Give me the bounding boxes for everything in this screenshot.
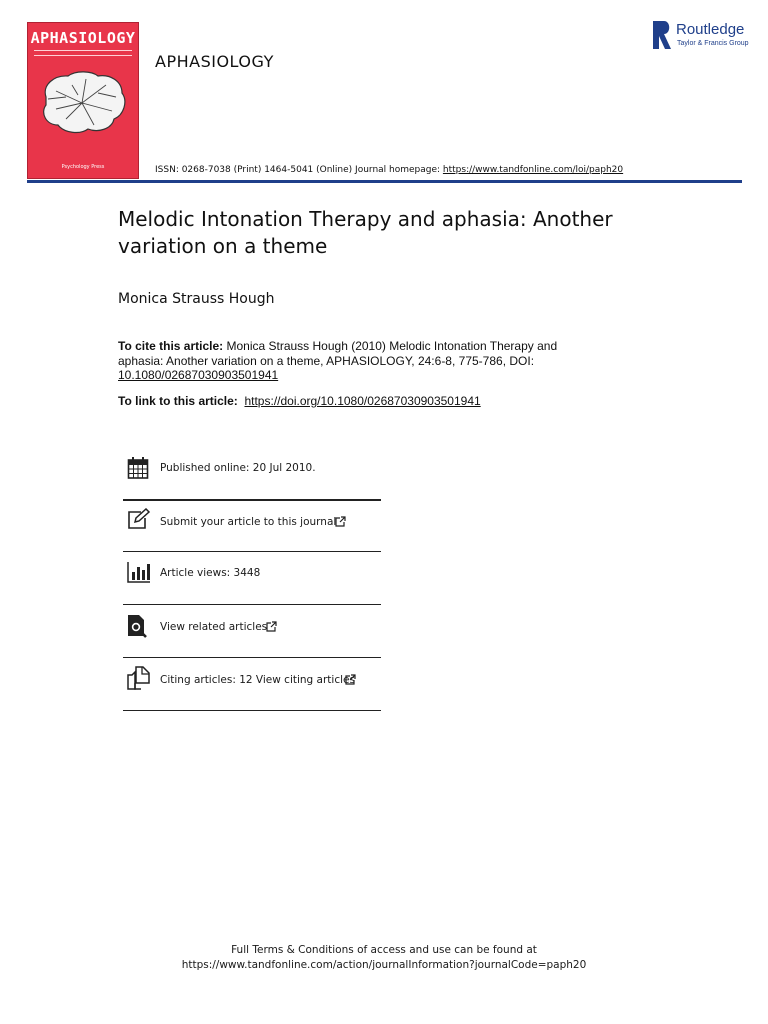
article-title: Melodic Intonation Therapy and aphasia: Another variation on a theme bbox=[118, 207, 613, 258]
journal-homepage-link[interactable]: https://www.tandfonline.com/loi/paph20 bbox=[442, 165, 624, 175]
citation-block bbox=[118, 339, 588, 383]
article-views-row bbox=[123, 560, 381, 590]
article-author: Monica Strauss Hough bbox=[118, 291, 275, 307]
info-divider bbox=[123, 499, 381, 501]
info-divider bbox=[123, 604, 381, 605]
citing-articles-row[interactable] bbox=[123, 665, 381, 695]
footer-terms-text: Full Terms & Conditions of access and use can be found at bbox=[231, 944, 537, 956]
external-link-icon bbox=[266, 621, 277, 632]
submit-article-text: Submit your article to this journal bbox=[160, 516, 337, 528]
routledge-r-icon bbox=[652, 20, 672, 50]
article-link-label: To link to this article: bbox=[118, 394, 238, 408]
edit-icon bbox=[127, 508, 151, 530]
journal-name: APHASIOLOGY bbox=[155, 52, 274, 71]
journal-cover bbox=[27, 22, 139, 179]
citation-label: To cite this article: bbox=[118, 339, 224, 353]
issn-text: ISSN: 0268-7038 (Print) 1464-5041 (Online) Journal homepage: bbox=[155, 165, 443, 175]
article-views-text: Article views: 3448 bbox=[160, 567, 261, 579]
citing-articles-text: Citing articles: 12 View citing articles bbox=[160, 674, 355, 686]
submit-article-row[interactable] bbox=[123, 507, 381, 537]
calendar-icon bbox=[127, 456, 149, 480]
info-divider bbox=[123, 657, 381, 658]
publisher-group: Taylor & Francis Group bbox=[677, 40, 749, 47]
external-link-icon bbox=[345, 674, 356, 685]
citation-text: Monica Strauss Hough (2010) Melodic Intonation Therapy and aphasia: Another variation on a theme, APHASIOLOGY, 24:6-8, 775-786, DOI: bbox=[118, 339, 558, 368]
issn-line bbox=[155, 165, 623, 175]
cover-subtitle-band bbox=[34, 50, 132, 56]
related-articles-text: View related articles bbox=[160, 621, 268, 633]
citing-documents-icon bbox=[127, 666, 151, 690]
cover-title: APHASIOLOGY bbox=[30, 29, 136, 47]
header-divider bbox=[27, 180, 742, 183]
terms-footer bbox=[0, 943, 768, 973]
published-online-text: Published online: 20 Jul 2010. bbox=[160, 462, 316, 474]
cover-publisher: Psychology Press bbox=[61, 164, 105, 170]
article-link-block bbox=[118, 394, 588, 409]
bar-chart-icon bbox=[127, 561, 151, 583]
routledge-logo[interactable] bbox=[652, 20, 749, 54]
cover-brain-illustration bbox=[36, 67, 130, 139]
document-search-icon bbox=[127, 614, 149, 638]
info-divider bbox=[123, 710, 381, 711]
published-online-row bbox=[123, 456, 381, 486]
publisher-name: Routledge bbox=[676, 21, 745, 38]
external-link-icon bbox=[335, 516, 346, 527]
related-articles-row[interactable] bbox=[123, 613, 381, 643]
footer-terms-url[interactable]: https://www.tandfonline.com/action/journalInformation?journalCode=paph20 bbox=[181, 959, 587, 971]
info-divider bbox=[123, 551, 381, 552]
citation-doi-link[interactable]: 10.1080/02687030903501941 bbox=[118, 368, 279, 382]
article-doi-link[interactable]: https://doi.org/10.1080/02687030903501941 bbox=[244, 394, 481, 408]
